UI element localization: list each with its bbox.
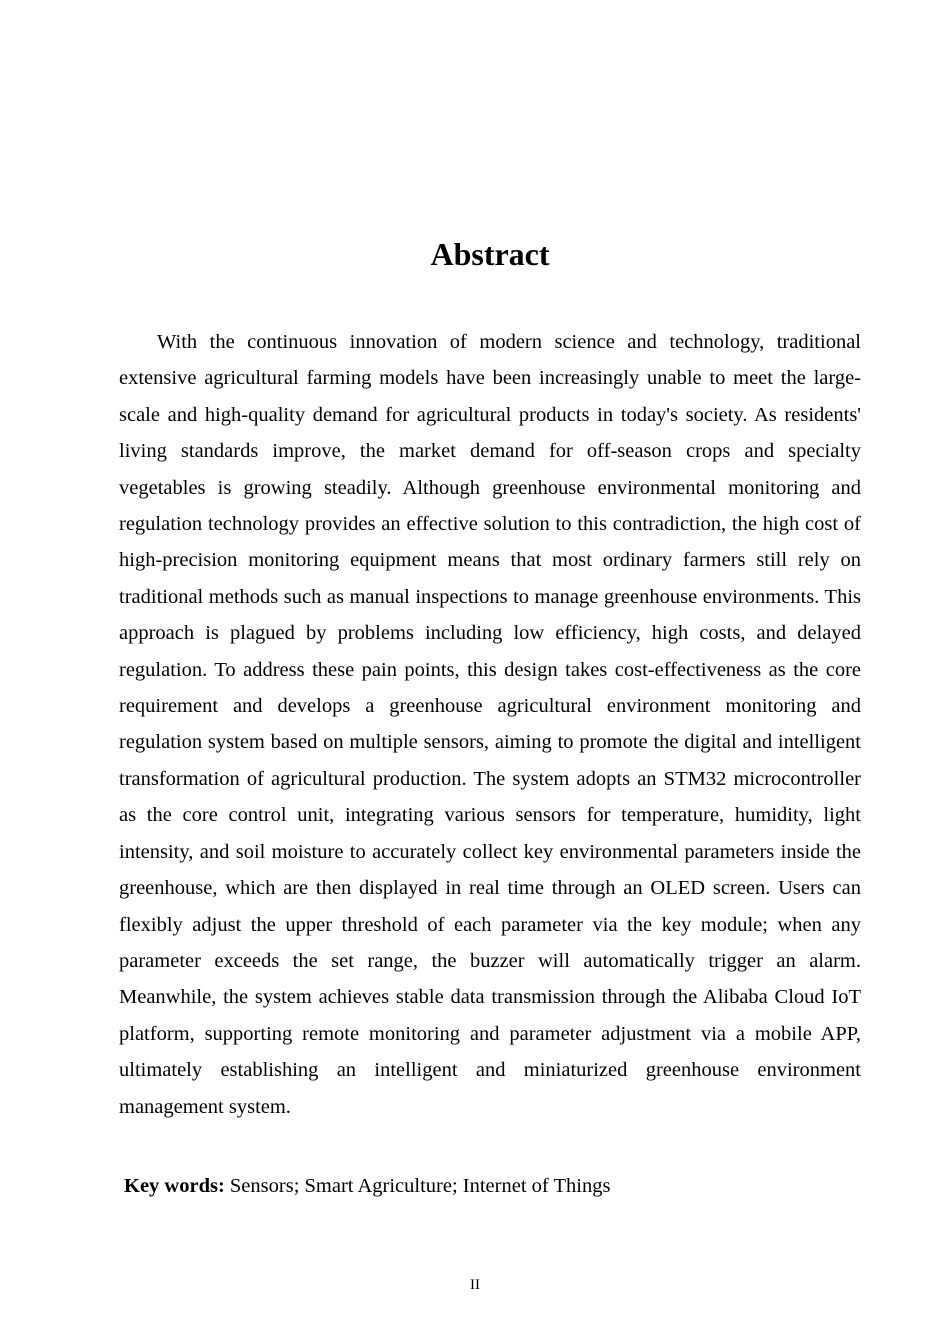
keywords-line (124, 1168, 861, 1204)
abstract-paragraph: With the continuous innovation of modern science and technology, traditional extensive agricultural farming models have been increasingly unable to meet the large-scale and high-quality demand for agricultural products in today's society. As residents' living standards improve, the market demand for off-season crops and specialty vegetables is growing steadily. Although greenhouse environmental monitoring and regulation technology provides an effective solution to this contradiction, the high cost of high-precision monitoring equipment means that most ordinary farmers still rely on traditional methods such as manual inspections to manage greenhouse environments. This approach is plagued by problems including low efficiency, high costs, and delayed regulation. To address these pain points, this design takes cost-effectiveness as the core requirement and develops a greenhouse agricultural environment monitoring and regulation system based on multiple sensors, aiming to promote the digital and intelligent transformation of agricultural production. The system adopts an STM32 microcontroller as the core control unit, integrating various sensors for temperature, humidity, light intensity, and soil moisture to accurately collect key environmental parameters inside the greenhouse, which are then displayed in real time through an OLED screen. Users can flexibly adjust the upper threshold of each parameter via the key module; when any parameter exceeds the set range, the buzzer will automatically trigger an alarm. Meanwhile, the system achieves stable data transmission through the Alibaba Cloud IoT platform, supporting remote monitoring and parameter adjustment via a mobile APP, ultimately establishing an intelligent and miniaturized greenhouse environment management system. (119, 331, 861, 1118)
page-number: II (470, 1277, 480, 1293)
abstract-title: Abstract (430, 236, 550, 272)
keywords-value: Sensors; Smart Agriculture; Internet of Things (224, 1175, 611, 1197)
keywords-label: Key words: (124, 1175, 225, 1197)
